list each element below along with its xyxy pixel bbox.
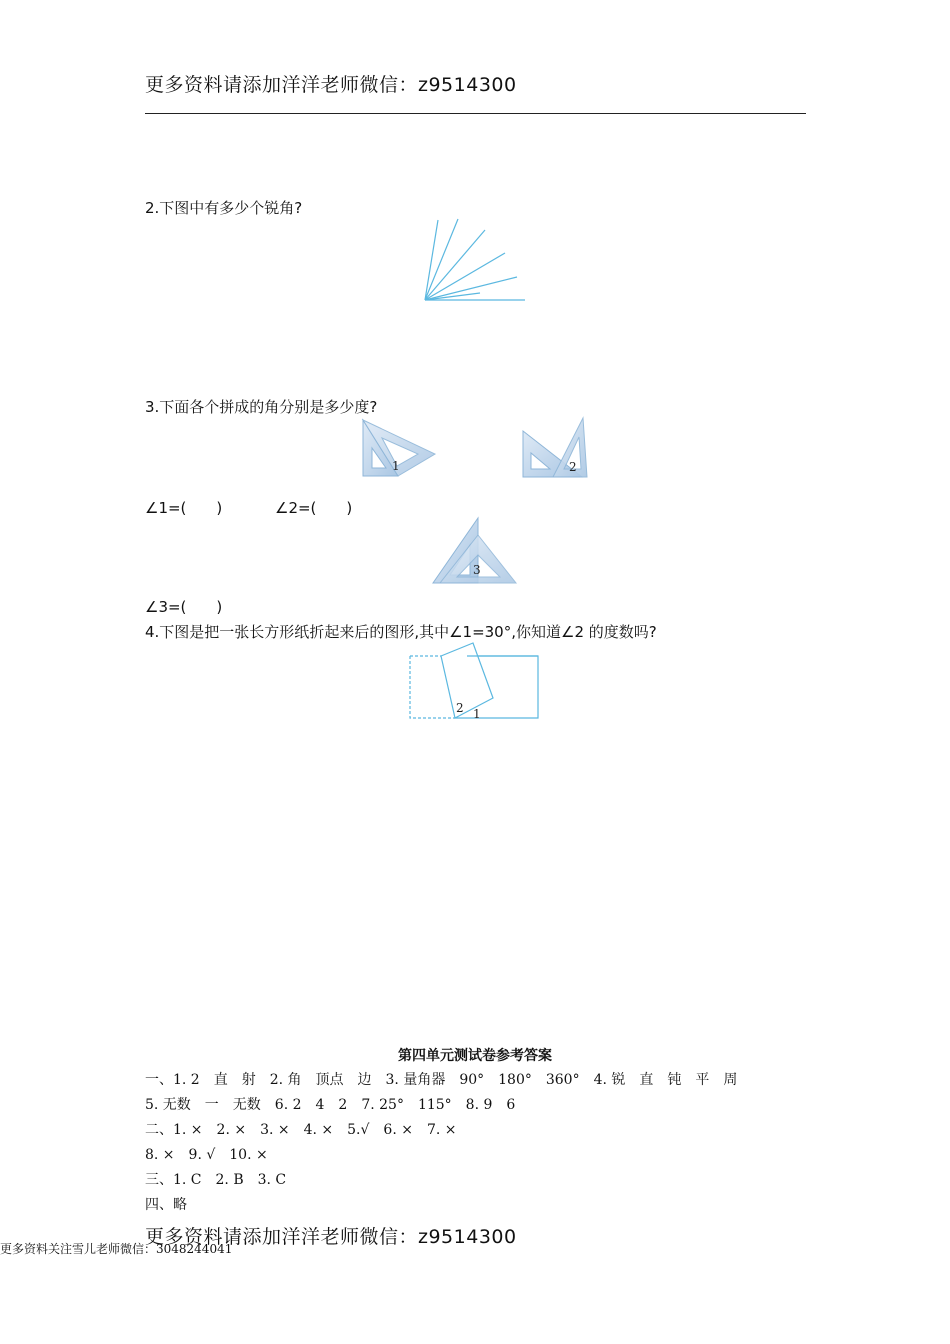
answer-line-4: 8. × 9. √ 10. × — [145, 1147, 268, 1163]
answer-blank-angle-3: ∠3=( ) — [145, 598, 223, 616]
set-square-figure-3 — [430, 515, 520, 587]
answer-line-1: 一、1. 2 直 射 2. 角 顶点 边 3. 量角器 90° 180° 360° 4. 锐 直 钝 平 周 — [145, 1072, 738, 1088]
question-3-text: 3.下面各个拼成的角分别是多少度? — [145, 398, 378, 416]
answer-blank-angle-2: ∠2=( ) — [275, 499, 353, 517]
answer-line-2: 5. 无数 一 无数 6. 2 4 2 7. 25° 115° 8. 9 6 — [145, 1097, 516, 1113]
answer-blank-angle-1: ∠1=( ) — [145, 499, 223, 517]
fold-angle-1-label: 1 — [473, 707, 481, 721]
answer-line-6: 四、略 — [145, 1197, 187, 1213]
folded-paper-figure — [405, 638, 545, 723]
folded-flap — [441, 643, 493, 718]
set-square-figure-1 — [360, 418, 440, 480]
ray-2 — [425, 219, 458, 300]
answer-line-5: 三、1. C 2. B 3. C — [145, 1172, 287, 1188]
page-footer: 更多资料请添加洋洋老师微信：z9514300 — [145, 1226, 517, 1248]
footer-note: 更多资料关注雪儿老师微信：3048244041 — [0, 1242, 233, 1256]
angle-1-label: 1 — [392, 459, 400, 473]
page-header: 更多资料请添加洋洋老师微信：z9514300 — [145, 74, 517, 96]
set-square-figure-2 — [520, 415, 592, 481]
ray-3 — [425, 230, 485, 300]
answer-key-title: 第四单元测试卷参考答案 — [398, 1048, 552, 1064]
question-4-text: 4.下图是把一张长方形纸折起来后的图形,其中∠1=30°,你知道∠2 的度数吗? — [145, 623, 657, 641]
question-2-text: 2.下图中有多少个锐角? — [145, 199, 303, 217]
acute-angles-figure — [420, 215, 535, 307]
header-divider — [145, 113, 806, 114]
fold-angle-2-label: 2 — [456, 701, 464, 715]
angle-2-label: 2 — [569, 460, 577, 474]
ray-5 — [425, 277, 517, 300]
angle-3-label: 3 — [473, 563, 481, 577]
answer-line-3: 二、1. × 2. × 3. × 4. × 5.√ 6. × 7. × — [145, 1122, 457, 1138]
ray-6 — [425, 293, 480, 300]
ray-4 — [425, 253, 505, 300]
